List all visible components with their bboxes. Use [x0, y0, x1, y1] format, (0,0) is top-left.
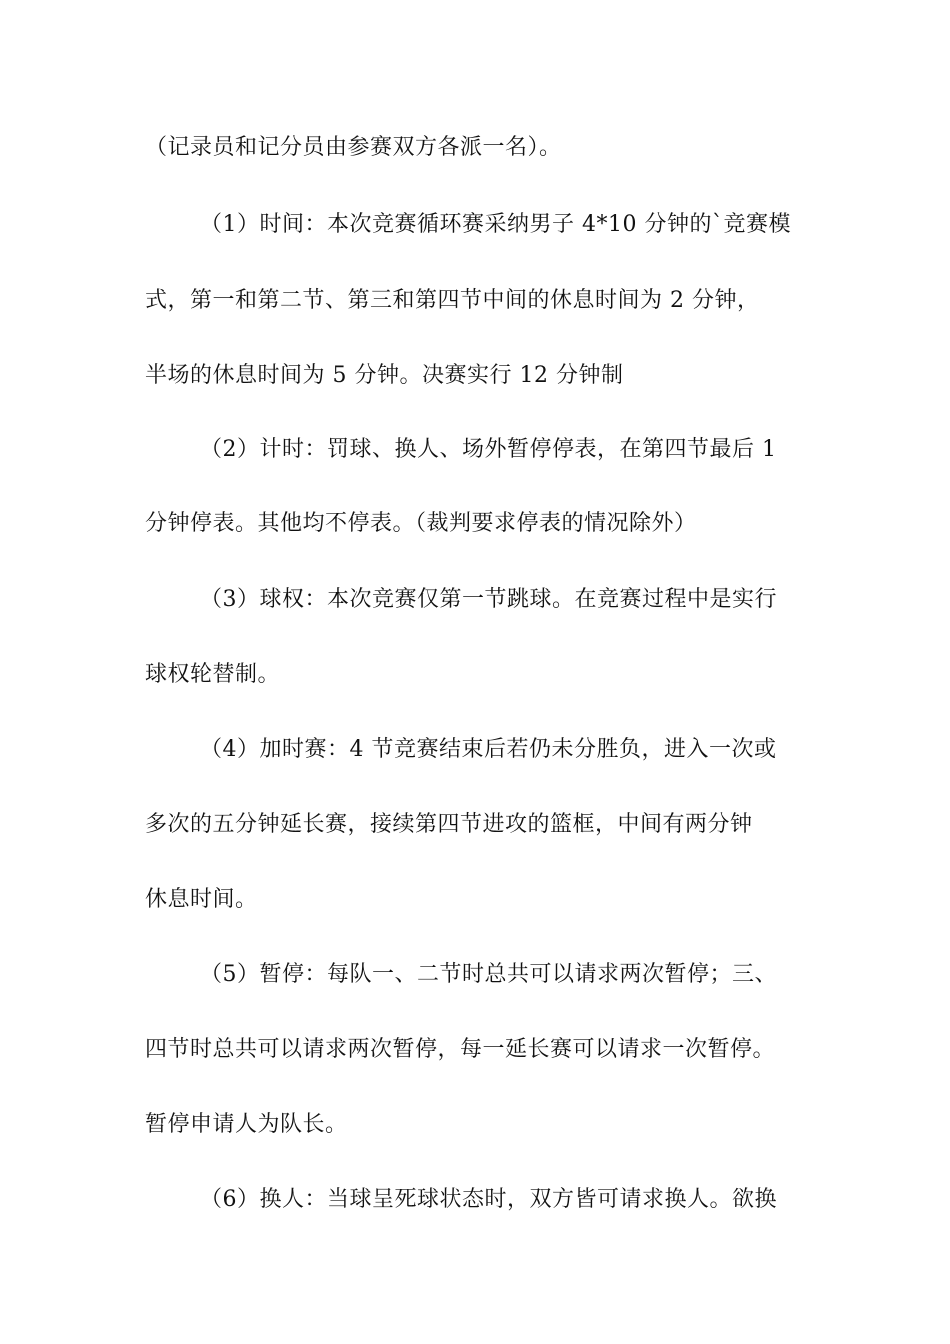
- paragraph-time-line-2: 式，第一和第二节、第三和第四节中间的休息时间为 2 分钟，: [145, 288, 760, 313]
- paragraph-possession-line-1: （3）球权：本次竞赛仅第一节跳球。在竞赛过程中是实行: [200, 587, 777, 612]
- paragraph-time-line-3: 半场的休息时间为 5 分钟。决赛实行 12 分钟制: [145, 363, 624, 388]
- paragraph-overtime-line-3: 休息时间。: [145, 887, 258, 912]
- paragraph-timeout-line-1: （5）暂停：每队一、二节时总共可以请求两次暂停；三、: [200, 962, 777, 987]
- paragraph-overtime-line-1: （4）加时赛：4 节竞赛结束后若仍未分胜负，进入一次或: [200, 737, 777, 762]
- paragraph-timeout-line-2: 四节时总共可以请求两次暂停，每一延长赛可以请求一次暂停。: [145, 1037, 776, 1062]
- paragraph-timeout-line-3: 暂停申请人为队长。: [145, 1112, 348, 1137]
- paragraph-time-line-1: （1）时间：本次竞赛循环赛采纳男子 4*10 分钟的`竞赛模: [200, 212, 791, 237]
- paragraph-possession-line-2: 球权轮替制。: [145, 662, 281, 687]
- paragraph-overtime-line-2: 多次的五分钟延长赛，接续第四节进攻的篮框，中间有两分钟: [145, 812, 753, 837]
- paragraph-timing-line-2: 分钟停表。其他均不停表。（裁判要求停表的情况除外）: [145, 511, 697, 536]
- text-line: （记录员和记分员由参赛双方各派一名）。: [145, 135, 562, 160]
- paragraph-substitution-line-1: （6）换人：当球呈死球状态时，双方皆可请求换人。欲换: [200, 1187, 777, 1212]
- paragraph-timing-line-1: （2）计时：罚球、换人、场外暂停停表，在第四节最后 1: [200, 437, 777, 462]
